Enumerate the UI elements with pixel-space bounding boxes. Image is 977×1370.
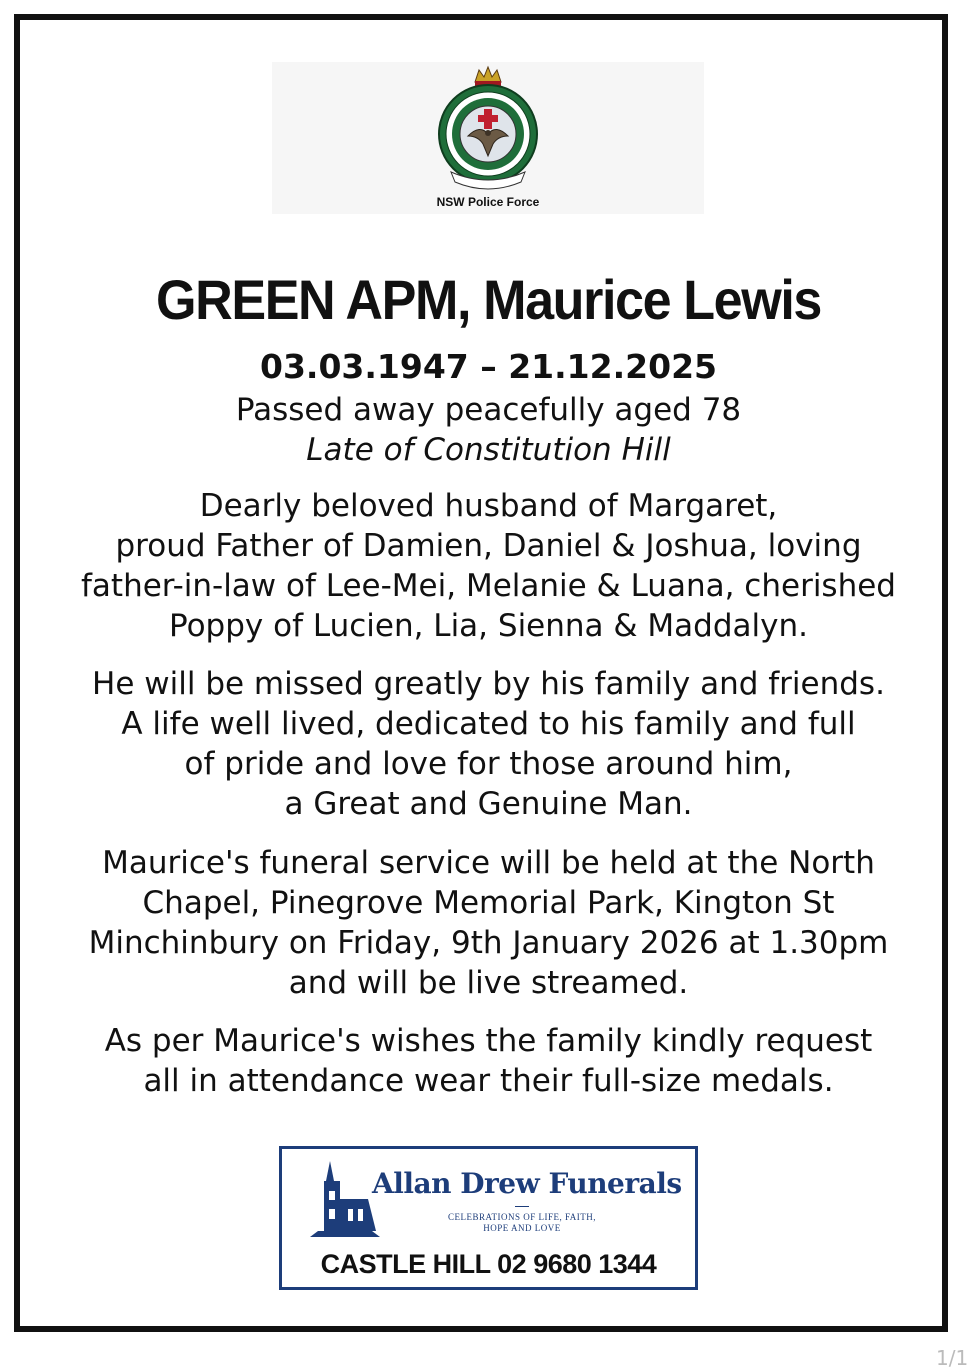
family-line: father-in-law of Lee-Mei, Melanie & Luana, cherished — [81, 568, 896, 604]
life-dates: 03.03.1947 – 21.12.2025 — [259, 347, 717, 386]
residence-line: Late of Constitution Hill — [306, 432, 671, 468]
tribute-line: a Great and Genuine Man. — [284, 786, 693, 822]
service-paragraph — [20, 843, 957, 1003]
passing-statement: Passed away peacefully aged 78 — [235, 392, 742, 428]
funeral-director-name: Allan Drew Funerals — [372, 1167, 682, 1200]
logo-caption: NSW Police Force — [436, 195, 540, 209]
funeral-director-tagline — [432, 1212, 612, 1234]
tagline-line: CELEBRATIONS OF LIFE, FAITH, — [447, 1212, 597, 1222]
page-indicator: 1/1 — [936, 1346, 969, 1370]
request-line: As per Maurice's wishes the family kindly request — [104, 1023, 873, 1059]
tribute-paragraph — [20, 664, 957, 824]
family-line: Poppy of Lucien, Lia, Sienna & Maddalyn. — [169, 608, 808, 644]
family-paragraph — [20, 486, 957, 646]
funeral-director-ad — [279, 1146, 698, 1290]
nsw-police-crest-icon — [435, 64, 541, 192]
tagline-line: HOPE AND LOVE — [483, 1223, 561, 1233]
tribute-line: He will be missed greatly by his family and friends. — [92, 666, 885, 702]
request-paragraph — [20, 1021, 957, 1101]
tribute-line: of pride and love for those around him, — [184, 746, 793, 782]
church-icon — [310, 1159, 380, 1239]
tribute-line: A life well lived, dedicated to his family and full — [121, 706, 856, 742]
request-line: all in attendance wear their full-size medals. — [143, 1063, 834, 1099]
service-line: Maurice's funeral service will be held at the North — [102, 845, 875, 881]
deceased-name: GREEN APM, Maurice Lewis — [156, 268, 821, 331]
service-line: Chapel, Pinegrove Memorial Park, Kington St — [142, 885, 835, 921]
family-line: Dearly beloved husband of Margaret, — [199, 488, 778, 524]
service-line: Minchinbury on Friday, 9th January 2026 at 1.30pm — [88, 925, 889, 961]
service-line: and will be live streamed. — [288, 965, 689, 1001]
family-line: proud Father of Damien, Daniel & Joshua, loving — [115, 528, 862, 564]
divider — [515, 1206, 529, 1207]
funeral-director-phone: CASTLE HILL 02 9680 1344 — [320, 1249, 657, 1279]
police-logo — [272, 62, 704, 214]
